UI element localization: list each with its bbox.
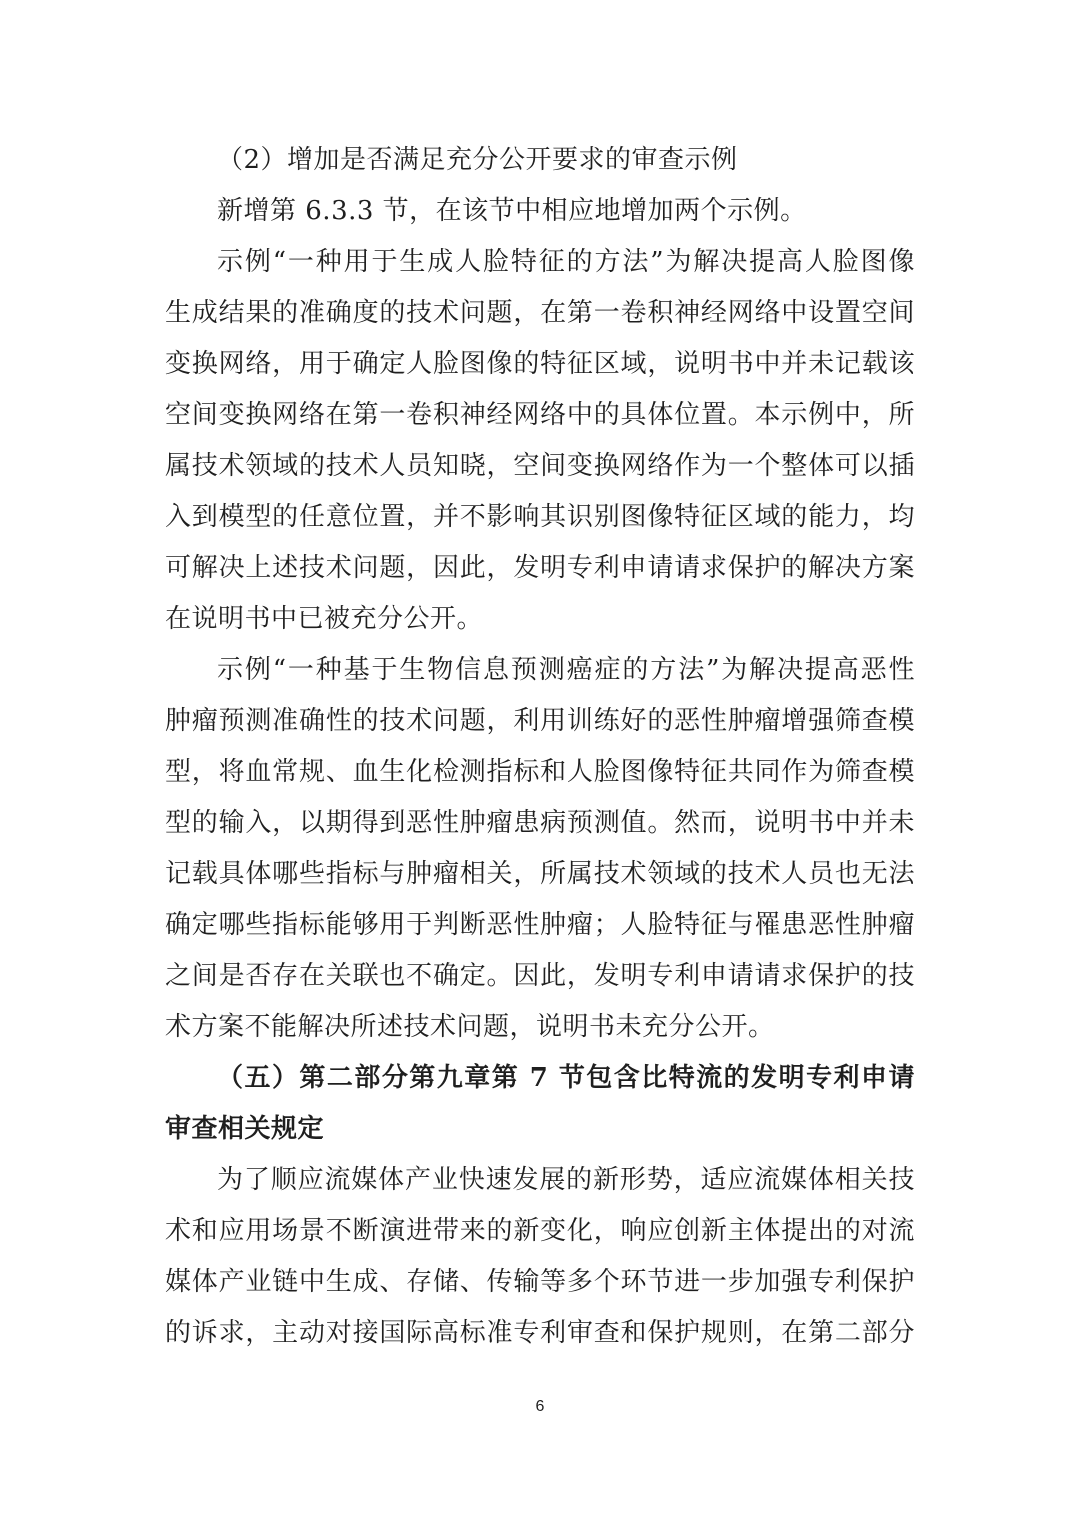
document-body: [165, 135, 915, 1359]
example-1-line: 可解决上述技术问题，因此，发明专利申请请求保护的解决方案: [165, 553, 915, 583]
example-2-line: 型的输入，以期得到恶性肿瘤患病预测值。然而，说明书中并未: [165, 808, 915, 838]
example-1-line: 空间变换网络在第一卷积神经网络中的具体位置。本示例中，所: [165, 400, 915, 430]
section-5-line: 术和应用场景不断演进带来的新变化，响应创新主体提出的对流: [165, 1216, 915, 1246]
intro-line: 新增第 6.3.3 节，在该节中相应地增加两个示例。: [217, 196, 807, 226]
example-2-line: 型，将血常规、血生化检测指标和人脸图像特征共同作为筛查模: [165, 757, 915, 787]
example-2-paragraph: [165, 645, 915, 1053]
section-5-line: 为了顺应流媒体产业快速发展的新形势，适应流媒体相关技: [217, 1165, 915, 1195]
example-2-line: 记载具体哪些指标与肿瘤相关，所属技术领域的技术人员也无法: [165, 859, 915, 889]
page-number: 6: [535, 1398, 545, 1415]
intro-paragraph: [165, 186, 915, 237]
section-5-line: 的诉求，主动对接国际高标准专利审查和保护规则，在第二部分: [165, 1318, 915, 1348]
example-2-line: 肿瘤预测准确性的技术问题，利用训练好的恶性肿瘤增强筛查模: [165, 706, 915, 736]
example-2-line: 之间是否存在关联也不确定。因此，发明专利申请请求保护的技: [165, 961, 915, 991]
example-1-line: 入到模型的任意位置，并不影响其识别图像特征区域的能力，均: [165, 502, 915, 532]
section-heading-line: 审查相关规定: [165, 1114, 325, 1144]
section-5-line: 媒体产业链中生成、存储、传输等多个环节进一步加强专利保护: [165, 1267, 915, 1297]
example-2-line: 确定哪些指标能够用于判断恶性肿瘤；人脸特征与罹患恶性肿瘤: [165, 910, 915, 940]
section-5-paragraph: [165, 1155, 915, 1359]
example-1-paragraph: [165, 237, 915, 645]
subheading-line: （2）增加是否满足充分公开要求的审查示例: [217, 145, 738, 175]
example-1-line: 在说明书中已被充分公开。: [165, 604, 484, 634]
example-1-line: 生成结果的准确度的技术问题，在第一卷积神经网络中设置空间: [165, 298, 915, 328]
example-1-line: 属技术领域的技术人员知晓，空间变换网络作为一个整体可以插: [165, 451, 915, 481]
section-heading-5: [165, 1053, 915, 1155]
subheading-item-2: [165, 135, 915, 186]
example-2-line: 术方案不能解决所述技术问题，说明书未充分公开。: [165, 1012, 775, 1042]
example-1-line: 变换网络，用于确定人脸图像的特征区域，说明书中并未记载该: [165, 349, 915, 379]
example-2-line: 示例“一种基于生物信息预测癌症的方法”为解决提高恶性: [217, 655, 915, 685]
section-heading-line: （五）第二部分第九章第 7 节包含比特流的发明专利申请: [217, 1063, 915, 1093]
example-1-line: 示例“一种用于生成人脸特征的方法”为解决提高人脸图像: [217, 247, 915, 277]
